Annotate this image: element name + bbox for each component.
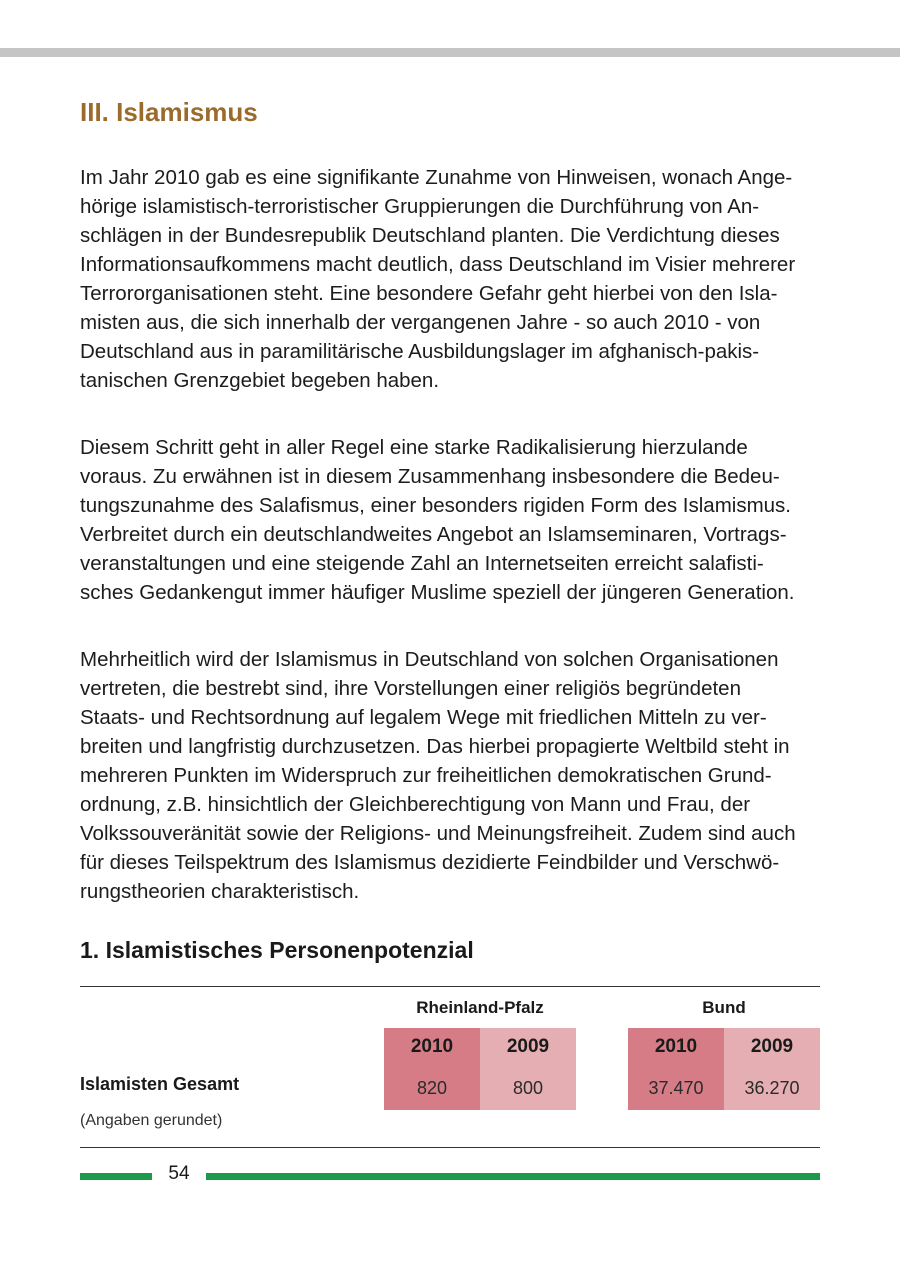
paragraph-line: Terrororganisationen steht. Eine besondere Gefahr geht hierbei von den Isla- (80, 282, 778, 305)
paragraph-line: Informationsaufkommens macht deutlich, dass Deutschland im Visier mehrerer (80, 253, 796, 276)
paragraph-line: misten aus, die sich innerhalb der vergangenen Jahre - so auch 2010 - von (80, 311, 761, 334)
year-header-rlp-2009: 2009 (480, 1028, 576, 1066)
table-note: (Angaben gerundet) (80, 1112, 223, 1129)
paragraph-line: ordnung, z.B. hinsichtlich der Gleichberechtigung von Mann und Frau, der (80, 793, 751, 816)
year-header-bund-2010: 2010 (628, 1028, 724, 1066)
paragraph-line: veranstaltungen und eine steigende Zahl an Internetseiten erreicht salafisti- (80, 552, 764, 575)
footer-bar-left (80, 1173, 152, 1180)
paragraph-line: tanischen Grenzgebiet begeben haben. (80, 369, 440, 392)
value-bund-2009: 36.270 (724, 1066, 820, 1110)
year-header-rlp-2010: 2010 (384, 1028, 480, 1066)
group-header-rheinland-pfalz: Rheinland-Pfalz (416, 998, 544, 1017)
page-number: 54 (168, 1163, 190, 1184)
group-header-bund: Bund (702, 998, 746, 1017)
paragraph-3 (80, 645, 825, 906)
paragraph-line: hörige islamistisch-terroristischer Gruppierungen die Durchführung von An- (80, 195, 760, 218)
section-title: III. Islamismus (80, 97, 258, 127)
paragraph-line: voraus. Zu erwähnen ist in diesem Zusammenhang insbesondere die Bedeu- (80, 465, 780, 488)
paragraph-line: Diesem Schritt geht in aller Regel eine starke Radikalisierung hierzulande (80, 436, 748, 459)
paragraph-line: vertreten, die bestrebt sind, ihre Vorstellungen einer religiös begründeten (80, 677, 741, 700)
value-rlp-2009: 800 (480, 1066, 576, 1110)
value-rlp-2010: 820 (384, 1066, 480, 1110)
paragraph-line: rungstheorien charakteristisch. (80, 880, 360, 903)
top-divider (0, 48, 900, 57)
paragraph-line: schlägen in der Bundesrepublik Deutschland planten. Die Verdichtung dieses (80, 224, 780, 247)
paragraph-line: Im Jahr 2010 gab es eine signifikante Zunahme von Hinweisen, wonach Ange- (80, 166, 793, 189)
footer-bar-right (206, 1173, 820, 1180)
table-top-rule (80, 986, 820, 987)
table-bottom-rule (80, 1147, 820, 1148)
paragraph-line: Deutschland aus in paramilitärische Ausbildungslager im afghanisch-pakis- (80, 340, 760, 363)
row-label: Islamisten Gesamt (80, 1074, 240, 1094)
paragraph-line: breiten und langfristig durchzusetzen. Das hierbei propagierte Weltbild steht in (80, 735, 790, 758)
paragraph-line: Mehrheitlich wird der Islamismus in Deutschland von solchen Organisationen (80, 648, 779, 671)
year-header-bund-2009: 2009 (724, 1028, 820, 1066)
paragraph-2 (80, 433, 825, 607)
subsection-title: 1. Islamistisches Personenpotenzial (80, 937, 474, 963)
value-bund-2010: 37.470 (628, 1066, 724, 1110)
paragraph-line: tungszunahme des Salafismus, einer besonders rigiden Form des Islamismus. (80, 494, 791, 517)
paragraph-1 (80, 163, 825, 395)
paragraph-line: mehreren Punkten im Widerspruch zur freiheitlichen demokratischen Grund- (80, 764, 772, 787)
paragraph-line: Verbreitet durch ein deutschlandweites Angebot an Islamseminaren, Vortrags- (80, 523, 787, 546)
paragraph-line: für dieses Teilspektrum des Islamismus dezidierte Feindbilder und Verschwö- (80, 851, 780, 874)
paragraph-line: Volkssouveränität sowie der Religions- und Meinungsfreiheit. Zudem sind auch (80, 822, 796, 845)
paragraph-line: sches Gedankengut immer häufiger Muslime speziell der jüngeren Generation. (80, 581, 795, 604)
paragraph-line: Staats- und Rechtsordnung auf legalem Wege mit friedlichen Mitteln zu ver- (80, 706, 767, 729)
